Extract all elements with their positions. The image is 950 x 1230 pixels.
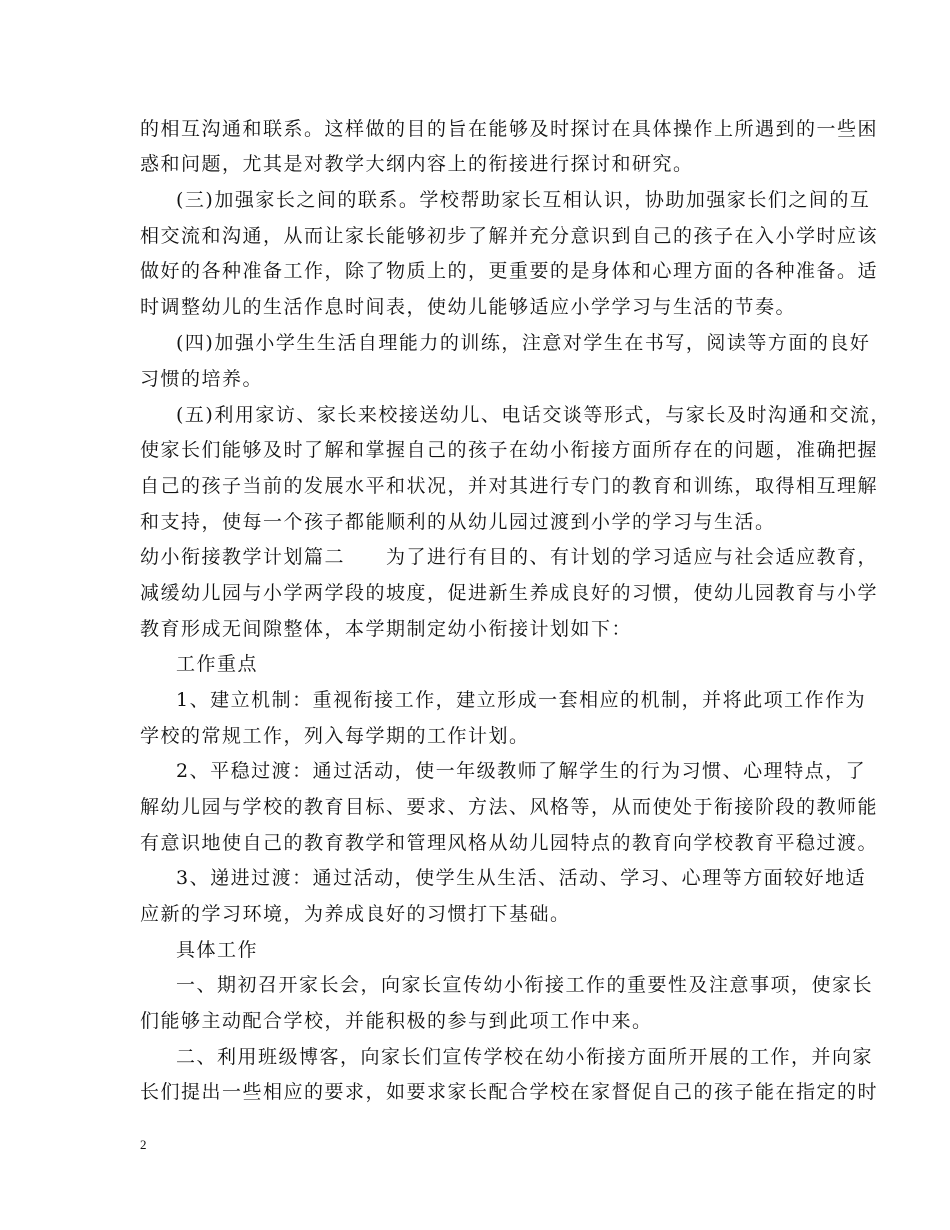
- text-line: 解幼儿园与学校的教育目标、要求、方法、风格等，从而使处于衔接阶段的教师能: [140, 796, 879, 818]
- text-line: 使家长们能够及时了解和掌握自己的孩子在幼小衔接方面所存在的问题，准确把握: [140, 439, 879, 461]
- text-line: (三)加强家长之间的联系。学校帮助家长互相认识，协助加强家长们之间的互: [176, 189, 871, 211]
- text-line: 3、递进过渡：通过活动，使学生从生活、活动、学习、心理等方面较好地适: [176, 867, 867, 889]
- section-heading: 工作重点: [176, 653, 259, 675]
- text-line: 和支持，使每一个孩子都能顺利的从幼儿园过渡到小学的学习与生活。: [140, 511, 776, 533]
- text-line: 们能够主动配合学校，并能积极的参与到此项工作中来。: [140, 1010, 653, 1032]
- section-heading: 具体工作: [176, 939, 259, 961]
- text-line: 的相互沟通和联系。这样做的目的旨在能够及时探讨在具体操作上所遇到的一些困: [140, 118, 879, 140]
- text-line: 应新的学习环境，为养成良好的习惯打下基础。: [140, 903, 571, 925]
- text-line: 习惯的培养。: [140, 368, 264, 390]
- text-line: 有意识地使自己的教育教学和管理风格从幼儿园特点的教育向学校教育平稳过渡。: [140, 832, 879, 854]
- text-line: 自己的孩子当前的发展水平和状况，并对其进行专门的教育和训练，取得相互理解: [140, 475, 879, 497]
- text-line: (四)加强小学生生活自理能力的训练，注意对学生在书写，阅读等方面的良好: [176, 332, 871, 354]
- text-line: 教育形成无间隙整体，本学期制定幼小衔接计划如下：: [140, 618, 633, 640]
- text-line: 1、建立机制：重视衔接工作，建立形成一套相应的机制，并将此项工作作为: [176, 689, 867, 711]
- text-line: 幼小衔接教学计划篇二 为了进行有目的、有计划的学习适应与社会适应教育，: [140, 546, 879, 568]
- text-line: (五)利用家访、家长来校接送幼儿、电话交谈等形式，与家长及时沟通和交流，: [176, 404, 891, 426]
- text-line: 二、利用班级博客，向家长们宣传学校在幼小衔接方面所开展的工作，并向家: [176, 1046, 874, 1068]
- text-line: 长们提出一些相应的要求，如要求家长配合学校在家督促自己的孩子能在指定的时: [140, 1081, 879, 1103]
- text-line: 2、平稳过渡：通过活动，使一年级教师了解学生的行为习惯、心理特点，了: [176, 760, 867, 782]
- text-line: 惑和问题，尤其是对教学大纲内容上的衔接进行探讨和研究。: [140, 153, 694, 175]
- text-line: 相交流和沟通，从而让家长能够初步了解并充分意识到自己的孩子在入小学时应该: [140, 225, 879, 247]
- page-number: 2: [140, 1137, 147, 1152]
- text-line: 减缓幼儿园与小学两学段的坡度，促进新生养成良好的习惯，使幼儿园教育与小学: [140, 582, 879, 604]
- text-line: 一、期初召开家长会，向家长宣传幼小衔接工作的重要性及注意事项，使家长: [176, 974, 874, 996]
- text-line: 时调整幼儿的生活作息时间表，使幼儿能够适应小学学习与生活的节奏。: [140, 296, 797, 318]
- text-line: 学校的常规工作，列入每学期的工作计划。: [140, 725, 530, 747]
- text-line: 做好的各种准备工作，除了物质上的，更重要的是身体和心理方面的各种准备。适: [140, 260, 879, 282]
